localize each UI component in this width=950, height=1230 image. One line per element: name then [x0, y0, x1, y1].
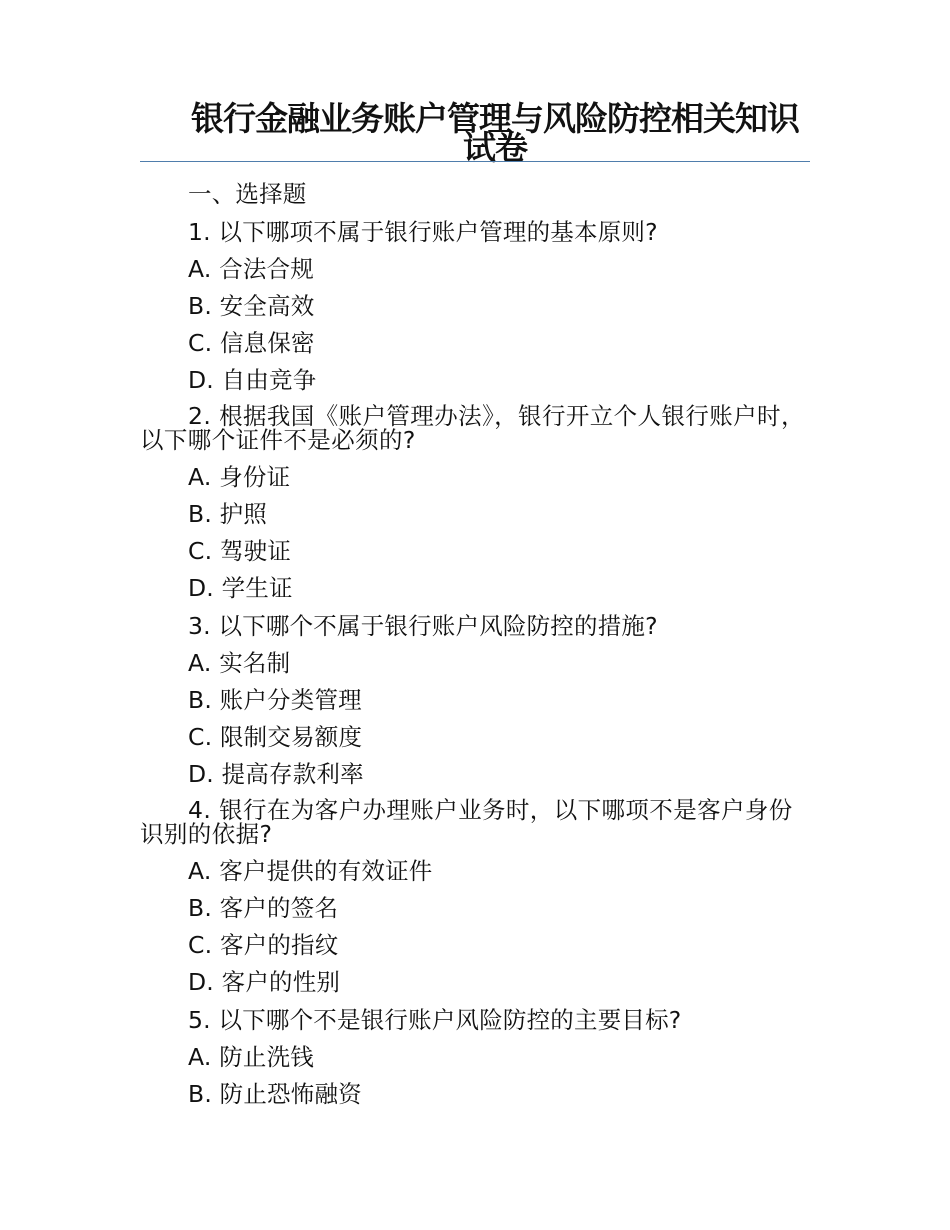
question-option: D. 自由竞争 [188, 366, 317, 394]
question-option: A. 防止洗钱 [188, 1043, 315, 1071]
question-option: B. 护照 [188, 500, 268, 528]
question-option: A. 身份证 [188, 463, 291, 491]
question-option: C. 信息保密 [188, 329, 315, 357]
section-heading: 一、选择题 [188, 180, 307, 208]
question-option: B. 客户的签名 [188, 894, 339, 922]
question-option: D. 学生证 [188, 574, 293, 602]
question-option: B. 安全高效 [188, 292, 315, 320]
question-option: A. 合法合规 [188, 255, 315, 283]
question-option: B. 账户分类管理 [188, 686, 362, 714]
question-option: C. 驾驶证 [188, 537, 292, 565]
question-stem: 1. 以下哪项不属于银行账户管理的基本原则? [188, 218, 658, 246]
question-option: C. 限制交易额度 [188, 723, 363, 751]
question-option: D. 客户的性别 [188, 968, 341, 996]
question-option: A. 客户提供的有效证件 [188, 857, 433, 885]
document-title: 银行金融业务账户管理与风险防控相关知识试卷 [191, 99, 799, 167]
question-stem: 3. 以下哪个不属于银行账户风险防控的措施? [188, 612, 658, 640]
title-underline [140, 161, 810, 162]
question-stem: 2. 根据我国《账户管理办法》，银行开立个人银行账户时，以下哪个证件不是必须的? [140, 402, 805, 454]
question-option: D. 提高存款利率 [188, 760, 364, 788]
question-stem: 4. 银行在为客户办理账户业务时，以下哪项不是客户身份识别的依据? [140, 796, 793, 848]
question-option: C. 客户的指纹 [188, 931, 339, 959]
question-option: A. 实名制 [188, 649, 291, 677]
question-option: B. 防止恐怖融资 [188, 1080, 362, 1108]
question-stem: 5. 以下哪个不是银行账户风险防控的主要目标? [188, 1006, 682, 1034]
